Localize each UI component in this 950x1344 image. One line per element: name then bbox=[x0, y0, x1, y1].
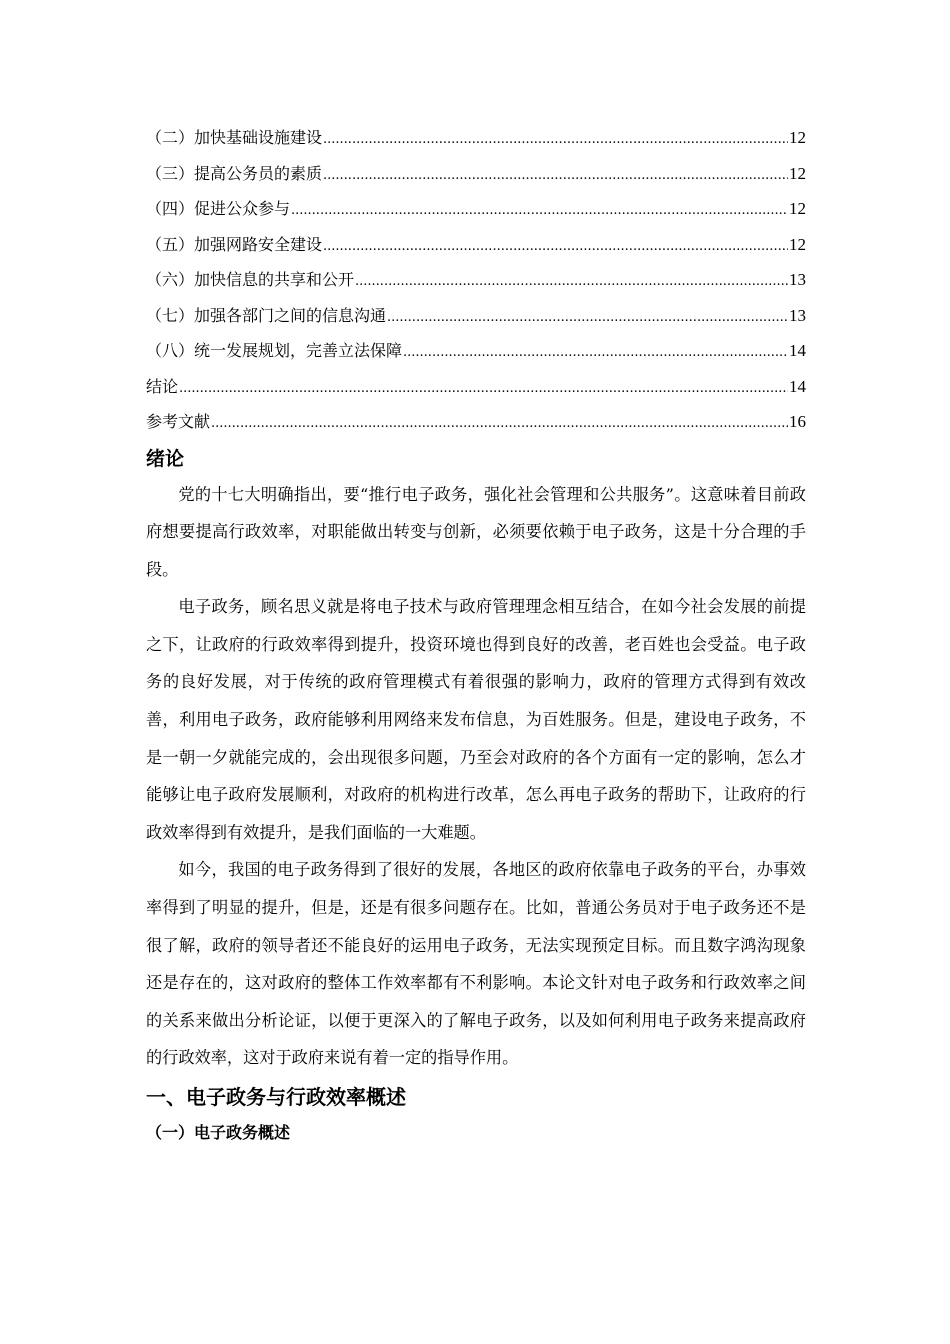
toc-entry-page: 12 bbox=[789, 234, 806, 254]
body-paragraph: 党的十七大明确指出，要“推行电子政务，强化社会管理和公共服务”。这意味着目前政府想要提高行政效率，对职能做出转变与创新，必须要依赖于电子政务，这是十分合理的手段。 bbox=[146, 484, 806, 579]
toc-entry[interactable] bbox=[146, 369, 806, 405]
toc-entry-page: 16 bbox=[789, 412, 806, 431]
toc-dot-leader bbox=[323, 156, 788, 194]
toc-entry[interactable] bbox=[146, 404, 806, 440]
toc-entry[interactable] bbox=[146, 191, 806, 227]
toc-entry-page: 12 bbox=[789, 163, 806, 183]
toc-entry[interactable] bbox=[146, 298, 806, 334]
toc-entry[interactable] bbox=[146, 120, 806, 156]
toc-entry-page: 12 bbox=[789, 199, 806, 218]
toc-dot-leader bbox=[355, 262, 788, 300]
toc-dot-leader bbox=[291, 191, 788, 229]
introduction-heading: 绪论 bbox=[146, 447, 185, 470]
body-paragraph: 电子政务，顾名思义就是将电子技术与政府管理理念相互结合，在如今社会发展的前提之下，让政府的行政效率得到提升，投资环境也得到良好的改善，老百姓也会受益。电子政务的良好发展，对于传统的政府管理模式有着很强的影响力，政府的管理方式得到有效改善，利用电子政务，政府能够利用网络来发布信息，为百姓服务。但是，建设电子政务，不是一朝一夕就能完成的，会出现很多问题，乃至会对政府的各个方面有一定的影响，怎么才能够让电子政府发展顺利，对政府的机构进行改革，怎么再电子政务的帮助下，让政府的行政效率得到有效提升，是我们面临的一大难题。 bbox=[146, 597, 806, 842]
toc-entry-title: （二）加快基础设施建设 bbox=[146, 128, 323, 147]
toc-entry-title: （四）促进公众参与 bbox=[146, 199, 291, 218]
toc-entry-page: 12 bbox=[789, 128, 806, 147]
body-paragraph: 如今，我国的电子政务得到了很好的发展，各地区的政府依靠电子政务的平台，办事效率得到了明显的提升，但是，还是有很多问题存在。比如，普通公务员对于电子政务还不是很了解，政府的领导者还不能良好的运用电子政务，无法实现预定目标。而且数字鸿沟现象还是存在的，这对政府的整体工作效率都有不利影响。本论文针对电子政务和行政效率之间的关系来做出分析论证，以便于更深入的了解电子政务，以及如何利用电子政务来提高政府的行政效率，这对于政府来说有着一定的指导作用。 bbox=[146, 860, 806, 1068]
document-page bbox=[146, 120, 806, 1149]
toc-dot-leader bbox=[211, 404, 788, 442]
chapter-heading: 一、电子政务与行政效率概述 bbox=[146, 1085, 406, 1109]
toc-entry-title: （八）统一发展规划，完善立法保障 bbox=[146, 341, 403, 360]
toc-entry[interactable] bbox=[146, 333, 806, 369]
toc-dot-leader bbox=[323, 227, 788, 265]
toc-entry-page: 13 bbox=[789, 270, 806, 289]
toc-dot-leader bbox=[403, 333, 788, 371]
toc-entry-title: （五）加强网路安全建设 bbox=[146, 234, 323, 254]
toc-entry-title: （六）加快信息的共享和公开 bbox=[146, 270, 355, 289]
toc-entry[interactable] bbox=[146, 156, 806, 192]
toc-entry-page: 14 bbox=[789, 376, 806, 396]
toc-dot-leader bbox=[387, 298, 788, 336]
toc-entry-title: （三）提高公务员的素质 bbox=[146, 163, 323, 183]
toc-entry-page: 13 bbox=[789, 305, 806, 325]
toc-entry-title: （七）加强各部门之间的信息沟通 bbox=[146, 305, 387, 325]
table-of-contents bbox=[146, 120, 806, 440]
toc-entry-title: 参考文献 bbox=[146, 412, 211, 431]
toc-entry[interactable] bbox=[146, 262, 806, 298]
toc-dot-leader bbox=[323, 120, 788, 158]
toc-entry-title: 结论 bbox=[146, 376, 179, 396]
toc-entry-page: 14 bbox=[789, 341, 806, 360]
toc-entry[interactable] bbox=[146, 227, 806, 263]
toc-dot-leader bbox=[179, 369, 788, 407]
subsection-heading: （一）电子政务概述 bbox=[146, 1123, 291, 1142]
